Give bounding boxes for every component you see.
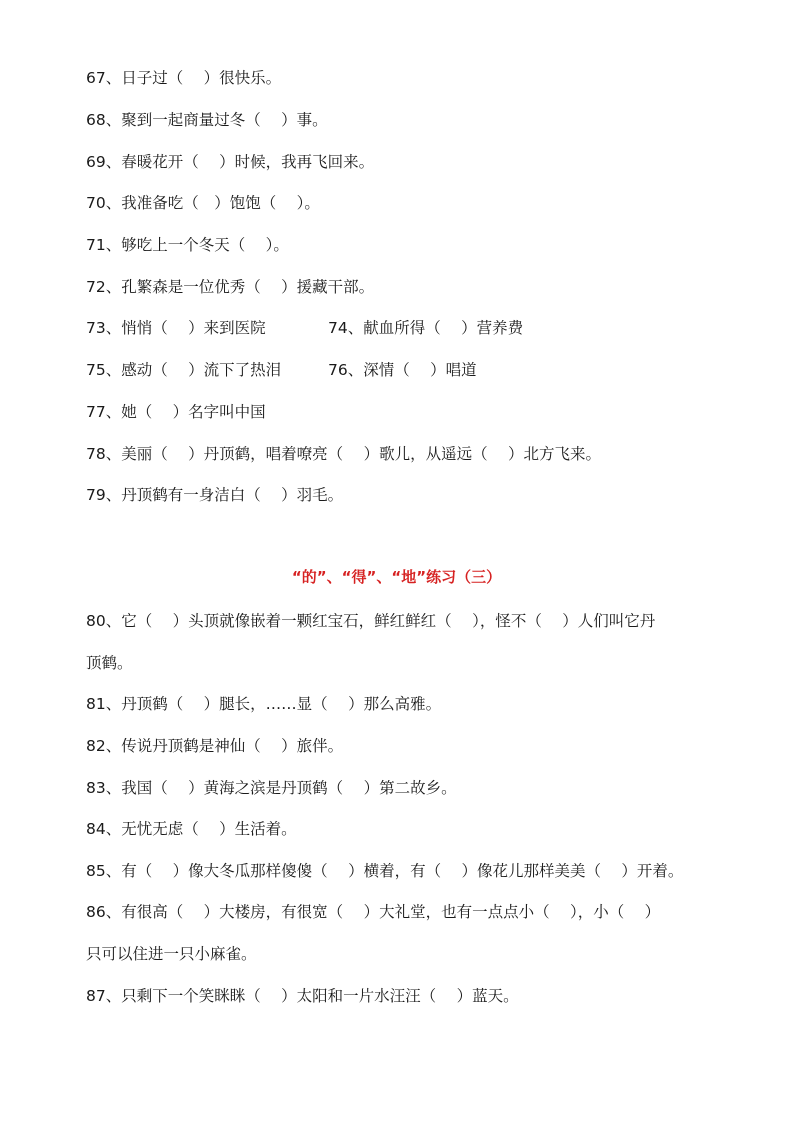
question-86: 86、有很高（ ）大楼房，有很宽（ ）大礼堂，也有一点点小（ ），小（ ） (86, 903, 661, 921)
question-82: 82、传说丹顶鹤是神仙（ ）旅伴。 (86, 737, 344, 755)
question-84: 84、无忧无虑（ ）生活着。 (86, 820, 297, 838)
question-80: 80、它（ ）头顶就像嵌着一颗红宝石，鲜红鲜红（ ），怪不（ ）人们叫它丹 (86, 612, 656, 630)
question-70: 70、我准备吃（ ）饱饱（ ）。 (86, 194, 320, 212)
question-68: 68、聚到一起商量过冬（ ）事。 (86, 111, 328, 129)
question-87: 87、只剩下一个笑眯眯（ ）太阳和一片水汪汪（ ）蓝天。 (86, 987, 519, 1005)
section-heading: “的”、“得”、“地”练习（三） (291, 568, 502, 586)
question-86-continued: 只可以住进一只小麻雀。 (86, 945, 257, 963)
question-72: 72、孔繁森是一位优秀（ ）援藏干部。 (86, 278, 375, 296)
question-77: 77、她（ ）名字叫中国 (86, 403, 266, 421)
question-76: 76、深情（ ）唱道 (328, 361, 477, 379)
question-74: 74、献血所得（ ）营养费 (328, 319, 524, 337)
question-73: 73、悄悄（ ）来到医院 (86, 319, 266, 337)
question-79: 79、丹顶鹤有一身洁白（ ）羽毛。 (86, 486, 344, 504)
question-71: 71、够吃上一个冬天（ ）。 (86, 236, 289, 254)
question-81: 81、丹顶鹤（ ）腿长，……显（ ）那么高雅。 (86, 695, 442, 713)
question-85: 85、有（ ）像大冬瓜那样傻傻（ ）横着，有（ ）像花儿那样美美（ ）开着。 (86, 862, 684, 880)
question-75: 75、感动（ ）流下了热泪 (86, 361, 282, 379)
question-80-continued: 顶鹤。 (86, 654, 133, 672)
question-83: 83、我国（ ）黄海之滨是丹顶鹤（ ）第二故乡。 (86, 779, 457, 797)
question-69: 69、春暖花开（ ）时候，我再飞回来。 (86, 153, 375, 171)
question-78: 78、美丽（ ）丹顶鹤，唱着嘹亮（ ）歌儿，从遥远（ ）北方飞来。 (86, 445, 602, 463)
question-67: 67、日子过（ ）很快乐。 (86, 69, 282, 87)
